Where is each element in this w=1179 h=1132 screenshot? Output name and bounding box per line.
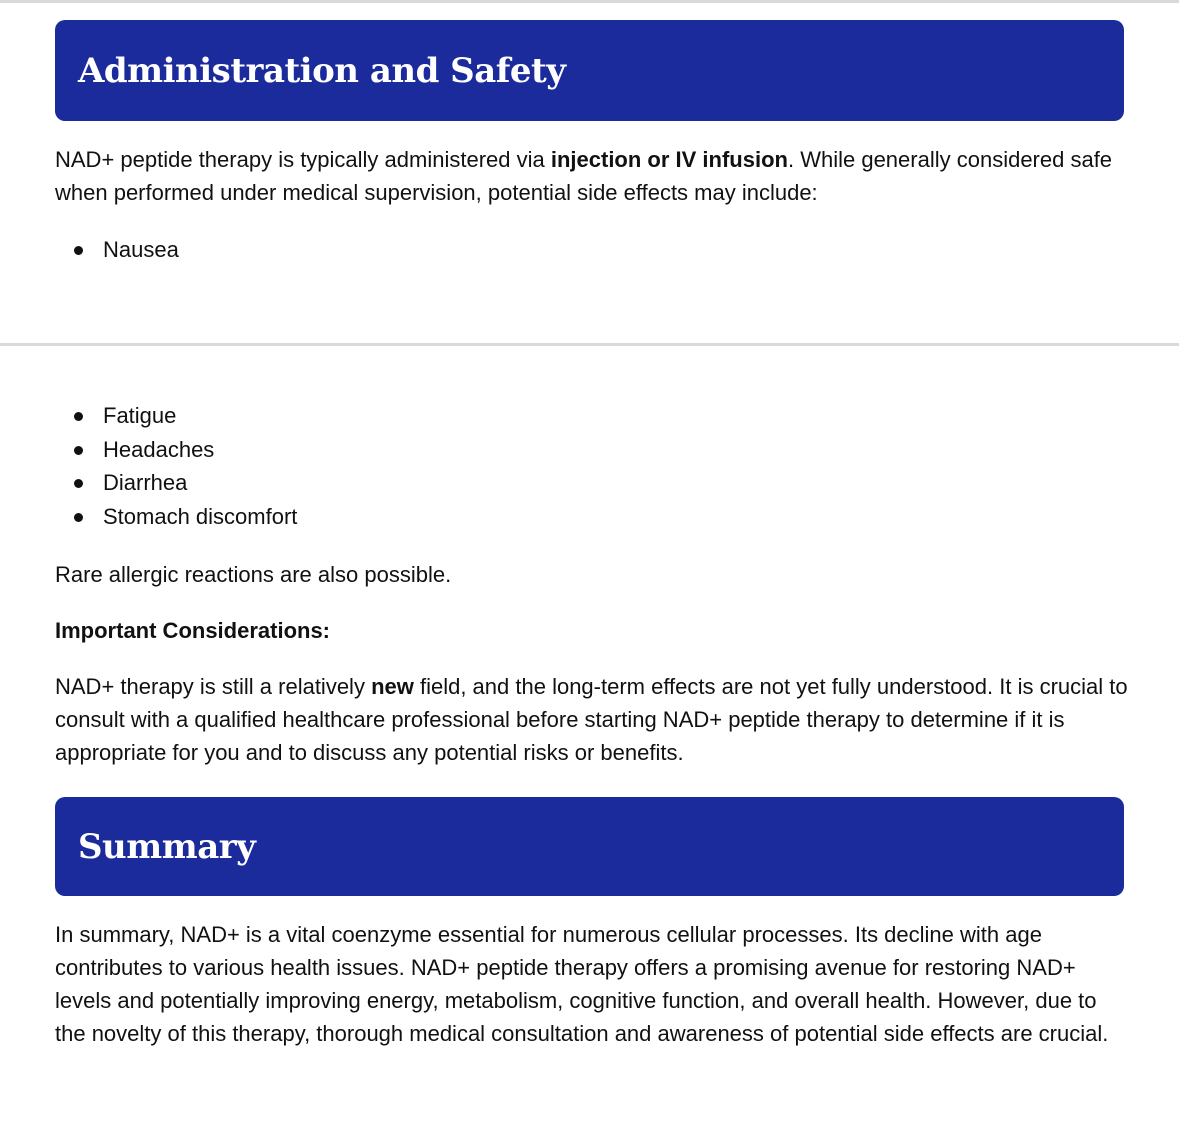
page-break-divider xyxy=(0,343,1179,346)
considerations-paragraph xyxy=(55,670,1130,769)
intro-text-start: NAD+ peptide therapy is typically administered via xyxy=(55,147,551,172)
intro-text-end: . While generally considered safe when performed under medical supervision, potential side effects may include: xyxy=(55,147,1113,205)
considerations-text-bold: new xyxy=(371,674,414,699)
bullet-icon xyxy=(74,446,83,455)
bullet-icon xyxy=(74,479,83,488)
section-title-administration: Administration and Safety xyxy=(78,50,566,91)
section-title-summary: Summary xyxy=(78,826,256,867)
list-item-label: Nausea xyxy=(103,237,179,262)
list-item-label: Fatigue xyxy=(103,403,177,428)
bullet-icon xyxy=(74,513,83,522)
list-item-label: Headaches xyxy=(103,436,215,462)
list-item xyxy=(55,500,297,534)
list-item xyxy=(55,233,179,267)
list-item xyxy=(55,433,297,467)
administration-intro-paragraph xyxy=(55,143,1130,209)
intro-text-bold: injection or IV infusion xyxy=(550,147,788,172)
side-effects-list-part-2 xyxy=(55,399,297,533)
bullet-icon xyxy=(74,246,83,255)
list-item-label: Stomach discomfort xyxy=(103,503,298,529)
considerations-text-end: field, and the long-term effects are not yet fully understood. It is crucial to consult with a qualified healthcare professional before starting NAD+ peptide therapy to determine if it is appropriate for you and to discuss any potential risks or benefits. xyxy=(55,674,1128,765)
section-header-administration xyxy=(55,20,1124,121)
considerations-text-start: NAD+ therapy is still a relatively xyxy=(55,674,372,699)
section-header-summary xyxy=(55,797,1124,896)
list-item xyxy=(55,399,297,433)
list-item-label: Diarrhea xyxy=(103,470,188,495)
considerations-heading-text: Important Considerations: xyxy=(55,618,331,643)
side-effects-list-part-1 xyxy=(55,233,179,267)
list-item xyxy=(55,466,297,500)
rare-reactions-note: Rare allergic reactions are also possible. xyxy=(55,562,452,587)
summary-paragraph: In summary, NAD+ is a vital coenzyme essential for numerous cellular processes. Its decline with age contributes to various health issues. NAD+ peptide therapy offers a promising avenue for restoring NAD+ levels and potentially improving energy, metabolism, cognitive function, and overall health. However, due to the novelty of this therapy, thorough medical consultation and awareness of potential side effects are crucial. xyxy=(55,922,1109,1046)
bullet-icon xyxy=(74,412,83,421)
considerations-heading xyxy=(55,614,1130,647)
page-top-divider xyxy=(0,0,1179,3)
